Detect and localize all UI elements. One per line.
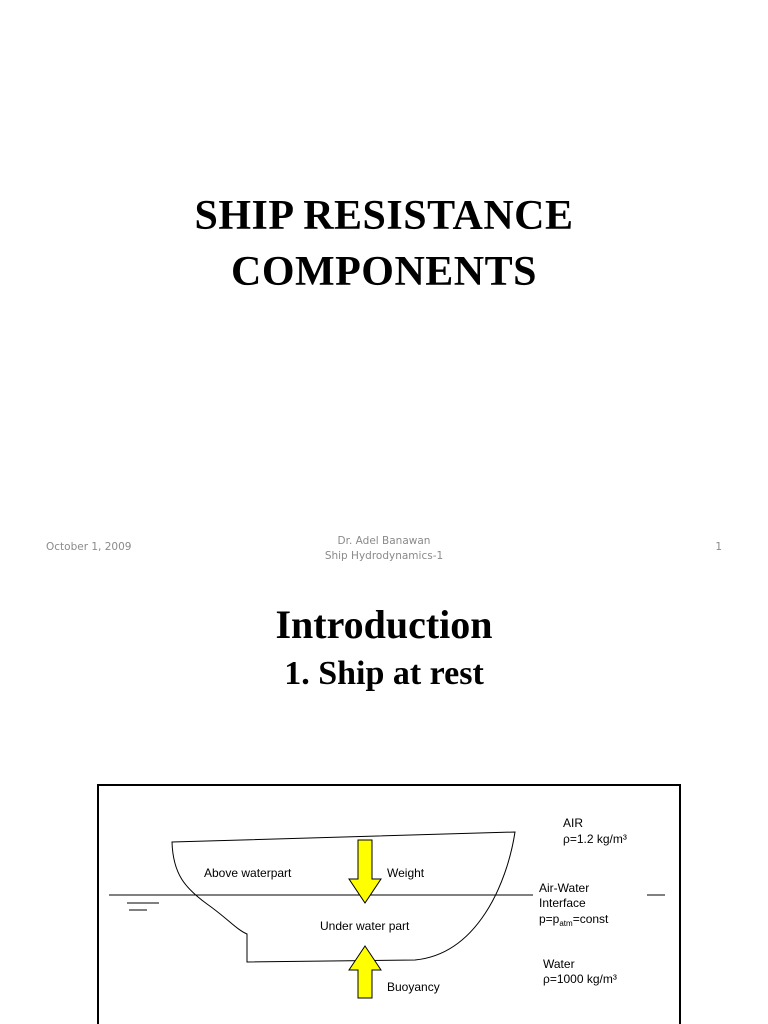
intro-subtitle: 1. Ship at rest — [284, 655, 484, 692]
pressure-p: p=p — [539, 912, 560, 926]
weight-label: Weight — [387, 866, 425, 880]
interface-label-line-2: Interface — [539, 896, 586, 910]
footer-author: Dr. Adel Banawan — [337, 535, 431, 547]
air-label: AIR — [563, 816, 584, 830]
pressure-label — [539, 912, 609, 928]
pressure-subscript: atm — [559, 919, 573, 928]
water-label: Water — [543, 957, 575, 971]
buoyancy-label: Buoyancy — [387, 980, 440, 994]
pressure-const: =const — [572, 912, 609, 926]
above-water-label: Above waterpart — [204, 866, 292, 880]
ship-at-rest-diagram — [97, 784, 681, 1024]
interface-label-line-1: Air-Water — [539, 881, 590, 895]
slide-title — [0, 188, 768, 300]
water-density: ρ=1000 kg/m³ — [543, 972, 617, 986]
footer-page-number: 1 — [715, 541, 722, 553]
footer-course: Ship Hydrodynamics-1 — [324, 550, 444, 562]
intro-title: Introduction — [275, 602, 493, 647]
title-line-2: COMPONENTS — [230, 249, 537, 295]
slide-2 — [0, 576, 768, 1024]
footer-date: October 1, 2009 — [46, 541, 132, 553]
title-line-1: SHIP RESISTANCE — [194, 193, 574, 239]
footer-author-block — [284, 534, 484, 564]
air-density: ρ=1.2 kg/m³ — [563, 832, 627, 846]
under-water-label: Under water part — [320, 919, 410, 933]
